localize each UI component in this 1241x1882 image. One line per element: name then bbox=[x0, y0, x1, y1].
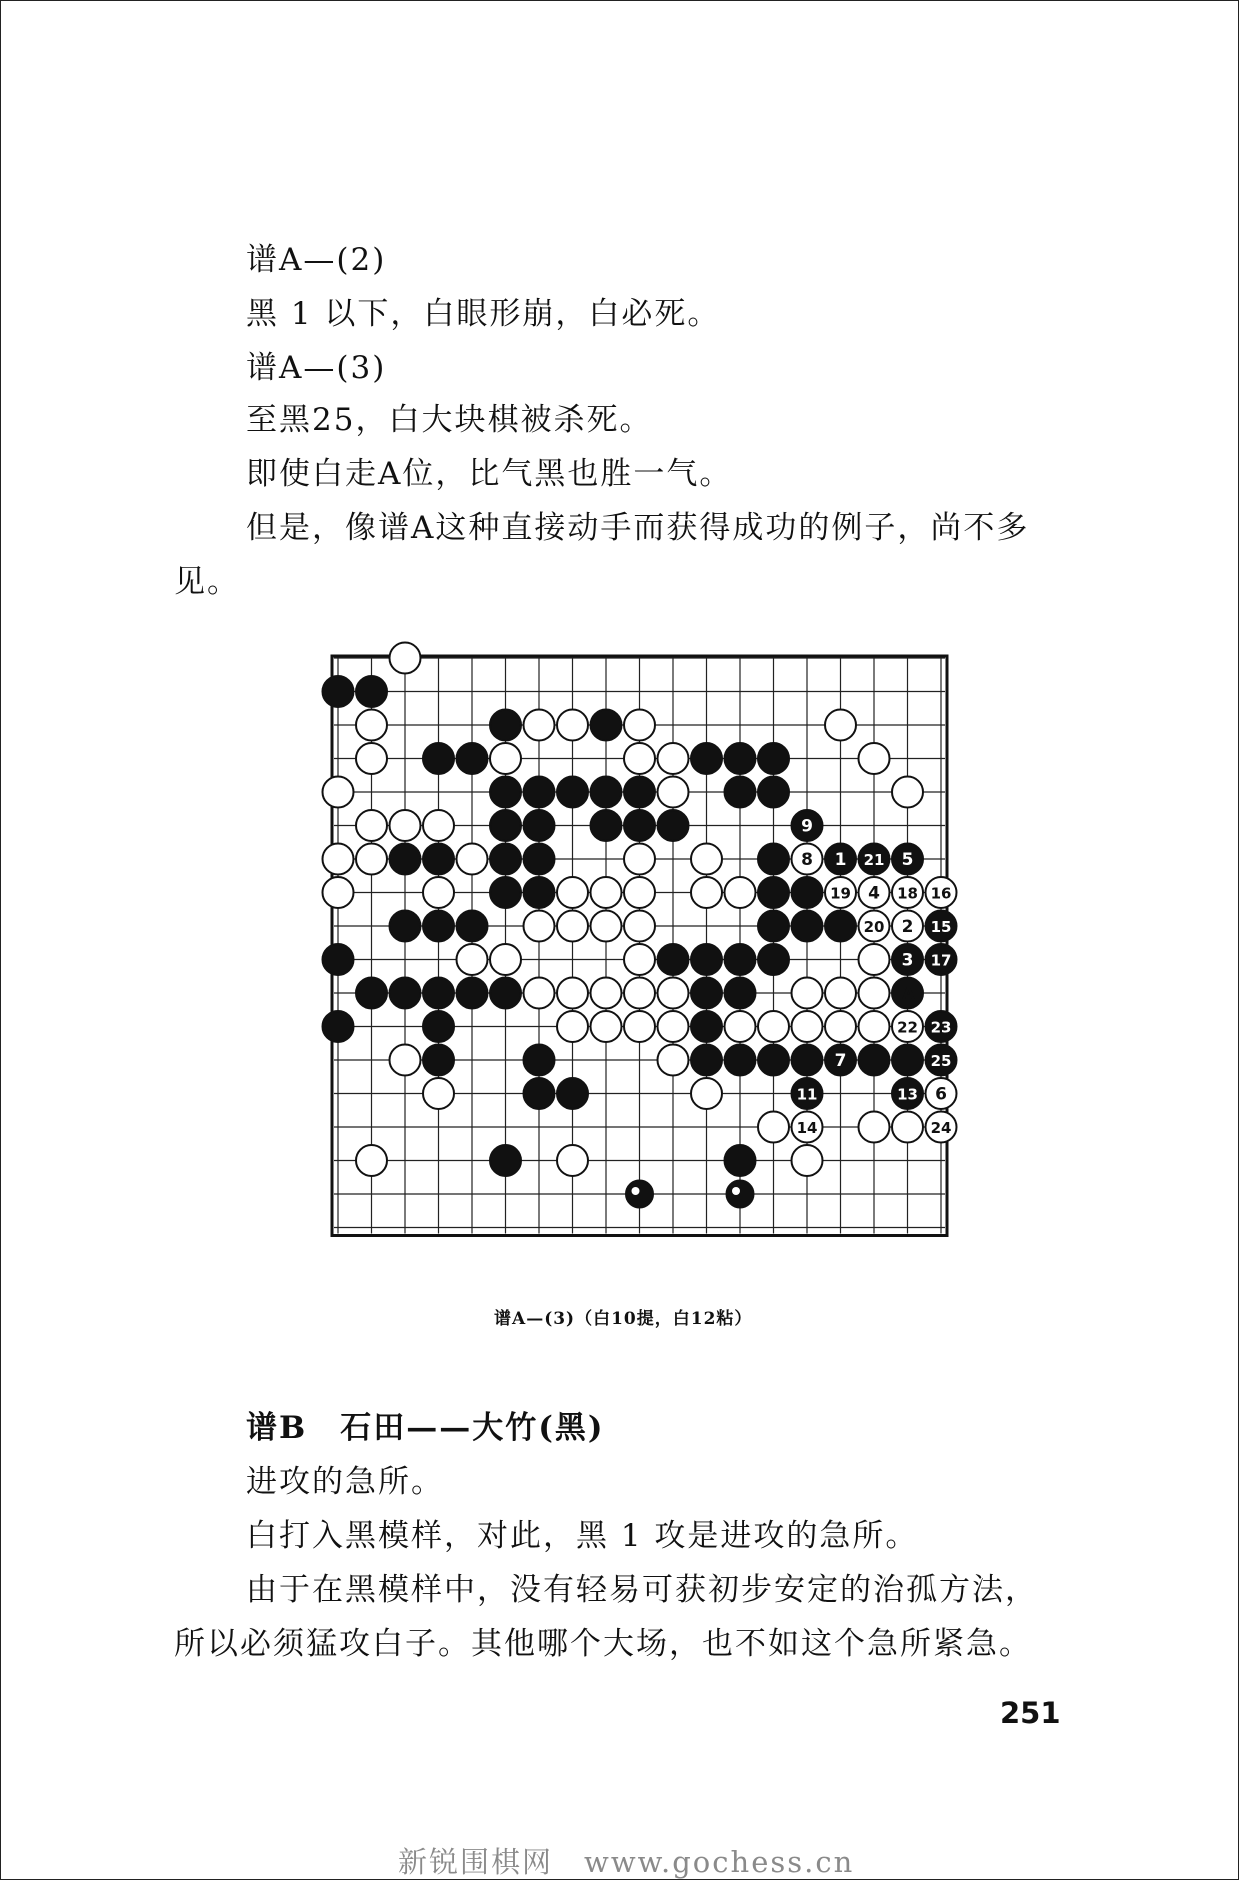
white-stone bbox=[423, 1078, 454, 1109]
black-stone bbox=[356, 978, 387, 1009]
black-stone bbox=[792, 1045, 823, 1076]
black-stone bbox=[524, 777, 555, 808]
black-stone bbox=[758, 844, 789, 875]
white-stone bbox=[591, 1011, 622, 1042]
white-stone bbox=[490, 743, 521, 774]
black-stone bbox=[423, 844, 454, 875]
move-number-label: 24 bbox=[930, 1119, 952, 1137]
white-stone bbox=[792, 1011, 823, 1042]
section-b-heading: 谱B 石田——大竹(黑) bbox=[246, 1410, 605, 1446]
section-b-paragraph-3-line1: 由于在黑模样中，没有轻易可获初步安定的治孤方法， bbox=[246, 1572, 1038, 1608]
move-number-label: 18 bbox=[897, 884, 918, 903]
diagram-ref-a2: 谱A—(2) bbox=[246, 242, 387, 278]
black-stone bbox=[557, 1078, 588, 1109]
black-stone bbox=[758, 743, 789, 774]
white-stone bbox=[423, 877, 454, 908]
white-stone bbox=[825, 978, 856, 1009]
white-stone bbox=[524, 978, 555, 1009]
black-stone bbox=[758, 944, 789, 975]
white-stone bbox=[390, 643, 421, 674]
white-stone bbox=[792, 1145, 823, 1176]
white-stone bbox=[624, 944, 655, 975]
black-stone bbox=[758, 911, 789, 942]
captured-stone-highlight bbox=[732, 1187, 740, 1195]
white-stone bbox=[624, 1011, 655, 1042]
white-stone bbox=[859, 978, 890, 1009]
black-stone bbox=[591, 810, 622, 841]
go-board-svg bbox=[312, 628, 972, 1278]
black-stone bbox=[356, 676, 387, 707]
captured-stone-mark bbox=[626, 1181, 653, 1208]
white-stone bbox=[892, 1112, 923, 1143]
black-stone bbox=[725, 743, 756, 774]
white-stone bbox=[356, 810, 387, 841]
black-stone bbox=[490, 1145, 521, 1176]
paragraph-a2-text: 黑 1 以下，白眼形崩，白必死。 bbox=[246, 296, 721, 332]
black-stone bbox=[457, 743, 488, 774]
site-watermark: 新锐围棋网 www.gochess.cn bbox=[398, 1845, 855, 1879]
white-stone bbox=[356, 710, 387, 741]
white-stone bbox=[557, 1145, 588, 1176]
black-stone bbox=[390, 844, 421, 875]
black-stone bbox=[323, 1011, 354, 1042]
black-stone bbox=[423, 743, 454, 774]
white-stone bbox=[323, 844, 354, 875]
move-number-label: 15 bbox=[930, 918, 952, 936]
black-stone bbox=[423, 978, 454, 1009]
white-stone bbox=[591, 877, 622, 908]
paragraph-liberties: 即使白走A位，比气黑也胜一气。 bbox=[246, 456, 733, 492]
white-stone bbox=[356, 743, 387, 774]
page-number: 251 bbox=[1000, 1696, 1061, 1730]
black-stone bbox=[390, 978, 421, 1009]
move-number-label: 21 bbox=[863, 851, 885, 869]
white-stone bbox=[624, 911, 655, 942]
white-stone bbox=[859, 743, 890, 774]
move-number-label: 23 bbox=[930, 1018, 952, 1037]
black-stone bbox=[725, 944, 756, 975]
white-stone bbox=[859, 1011, 890, 1042]
move-number-label: 5 bbox=[901, 850, 914, 870]
white-stone bbox=[792, 978, 823, 1009]
black-stone bbox=[658, 810, 689, 841]
move-number-label: 11 bbox=[796, 1085, 818, 1104]
white-stone bbox=[557, 911, 588, 942]
white-stone bbox=[658, 978, 689, 1009]
white-stone bbox=[356, 1145, 387, 1176]
move-number-label: 25 bbox=[930, 1052, 952, 1070]
white-stone bbox=[624, 710, 655, 741]
white-stone bbox=[557, 1011, 588, 1042]
section-b-paragraph-3-line2: 所以必须猛攻白子。其他哪个大场，也不如这个急所紧急。 bbox=[174, 1626, 1032, 1662]
captured-stone-mark bbox=[727, 1181, 754, 1208]
move-number-label: 6 bbox=[935, 1084, 947, 1105]
black-stone bbox=[725, 978, 756, 1009]
white-stone bbox=[457, 844, 488, 875]
point-label-a: A bbox=[902, 984, 915, 1003]
black-stone bbox=[758, 777, 789, 808]
white-stone bbox=[390, 810, 421, 841]
white-stone bbox=[624, 978, 655, 1009]
black-stone bbox=[490, 777, 521, 808]
black-stone bbox=[490, 978, 521, 1009]
black-stone bbox=[490, 810, 521, 841]
captured-stone-highlight bbox=[632, 1187, 640, 1195]
white-stone bbox=[557, 877, 588, 908]
black-stone bbox=[758, 1045, 789, 1076]
white-stone bbox=[557, 978, 588, 1009]
black-stone bbox=[792, 877, 823, 908]
move-number-label: 22 bbox=[897, 1018, 918, 1037]
move-number-label: 20 bbox=[863, 918, 885, 936]
white-stone bbox=[624, 877, 655, 908]
black-stone bbox=[758, 877, 789, 908]
black-stone bbox=[524, 877, 555, 908]
black-stone bbox=[591, 710, 622, 741]
move-number-label: 14 bbox=[796, 1119, 818, 1137]
black-stone bbox=[691, 944, 722, 975]
white-stone bbox=[524, 710, 555, 741]
move-number-label: 3 bbox=[901, 950, 914, 971]
black-stone bbox=[423, 1011, 454, 1042]
white-stone bbox=[859, 944, 890, 975]
black-stone bbox=[859, 1045, 890, 1076]
move-number-label: 2 bbox=[901, 917, 914, 937]
white-stone bbox=[658, 1045, 689, 1076]
paragraph-rare-example-line2: 见。 bbox=[174, 564, 240, 600]
white-stone bbox=[624, 844, 655, 875]
white-stone bbox=[658, 1011, 689, 1042]
white-stone bbox=[691, 877, 722, 908]
white-stone bbox=[557, 710, 588, 741]
go-board-diagram bbox=[312, 628, 972, 1278]
figure-caption: 谱A—(3)（白10提，白12粘） bbox=[494, 1309, 753, 1329]
move-number-label: 4 bbox=[868, 883, 880, 904]
white-stone bbox=[591, 911, 622, 942]
black-stone bbox=[423, 911, 454, 942]
black-stone bbox=[725, 777, 756, 808]
black-stone bbox=[524, 810, 555, 841]
move-number-label: 19 bbox=[830, 884, 851, 903]
black-stone bbox=[658, 944, 689, 975]
black-stone bbox=[490, 844, 521, 875]
move-number-label: 7 bbox=[834, 1051, 847, 1071]
white-stone bbox=[825, 710, 856, 741]
white-stone bbox=[591, 978, 622, 1009]
black-stone bbox=[490, 710, 521, 741]
black-stone bbox=[323, 676, 354, 707]
white-stone bbox=[323, 777, 354, 808]
white-stone bbox=[490, 944, 521, 975]
black-stone bbox=[457, 978, 488, 1009]
move-number-label: 17 bbox=[930, 951, 952, 970]
white-stone bbox=[356, 844, 387, 875]
black-stone bbox=[825, 911, 856, 942]
paragraph-rare-example-line1: 但是，像谱A这种直接动手而获得成功的例子，尚不多 bbox=[246, 510, 1030, 546]
section-b-paragraph-2: 白打入黑模样，对此，黑 1 攻是进攻的急所。 bbox=[246, 1518, 919, 1554]
white-stone bbox=[892, 777, 923, 808]
black-stone bbox=[624, 810, 655, 841]
black-stone bbox=[591, 777, 622, 808]
black-stone bbox=[524, 844, 555, 875]
section-b-paragraph-1: 进攻的急所。 bbox=[246, 1464, 444, 1500]
white-stone bbox=[691, 844, 722, 875]
black-stone bbox=[691, 1045, 722, 1076]
white-stone bbox=[725, 1011, 756, 1042]
white-stone bbox=[758, 1112, 789, 1143]
black-stone bbox=[524, 1045, 555, 1076]
black-stone bbox=[725, 1145, 756, 1176]
white-stone bbox=[825, 1011, 856, 1042]
white-stone bbox=[725, 877, 756, 908]
move-number-label: 16 bbox=[930, 884, 952, 903]
white-stone bbox=[524, 911, 555, 942]
white-stone bbox=[423, 810, 454, 841]
black-stone bbox=[557, 777, 588, 808]
white-stone bbox=[758, 1011, 789, 1042]
black-stone bbox=[323, 944, 354, 975]
move-number-label: 13 bbox=[897, 1085, 918, 1104]
white-stone bbox=[390, 1045, 421, 1076]
black-stone bbox=[691, 978, 722, 1009]
black-stone bbox=[457, 911, 488, 942]
black-stone bbox=[390, 911, 421, 942]
diagram-ref-a3: 谱A—(3) bbox=[246, 350, 387, 386]
white-stone bbox=[457, 944, 488, 975]
white-stone bbox=[658, 777, 689, 808]
black-stone bbox=[691, 743, 722, 774]
move-number-label: 9 bbox=[801, 816, 813, 837]
paragraph-a3-text: 至黑25，白大块棋被杀死。 bbox=[246, 402, 653, 438]
black-stone bbox=[624, 777, 655, 808]
black-stone bbox=[490, 877, 521, 908]
white-stone bbox=[658, 743, 689, 774]
move-number-label: 1 bbox=[834, 850, 847, 870]
black-stone bbox=[792, 911, 823, 942]
white-stone bbox=[691, 1078, 722, 1109]
white-stone bbox=[624, 743, 655, 774]
black-stone bbox=[725, 1045, 756, 1076]
black-stone bbox=[691, 1011, 722, 1042]
white-stone bbox=[323, 877, 354, 908]
black-stone bbox=[892, 1045, 923, 1076]
move-number-label: 8 bbox=[801, 850, 813, 870]
black-stone bbox=[423, 1045, 454, 1076]
black-stone bbox=[524, 1078, 555, 1109]
white-stone bbox=[859, 1112, 890, 1143]
